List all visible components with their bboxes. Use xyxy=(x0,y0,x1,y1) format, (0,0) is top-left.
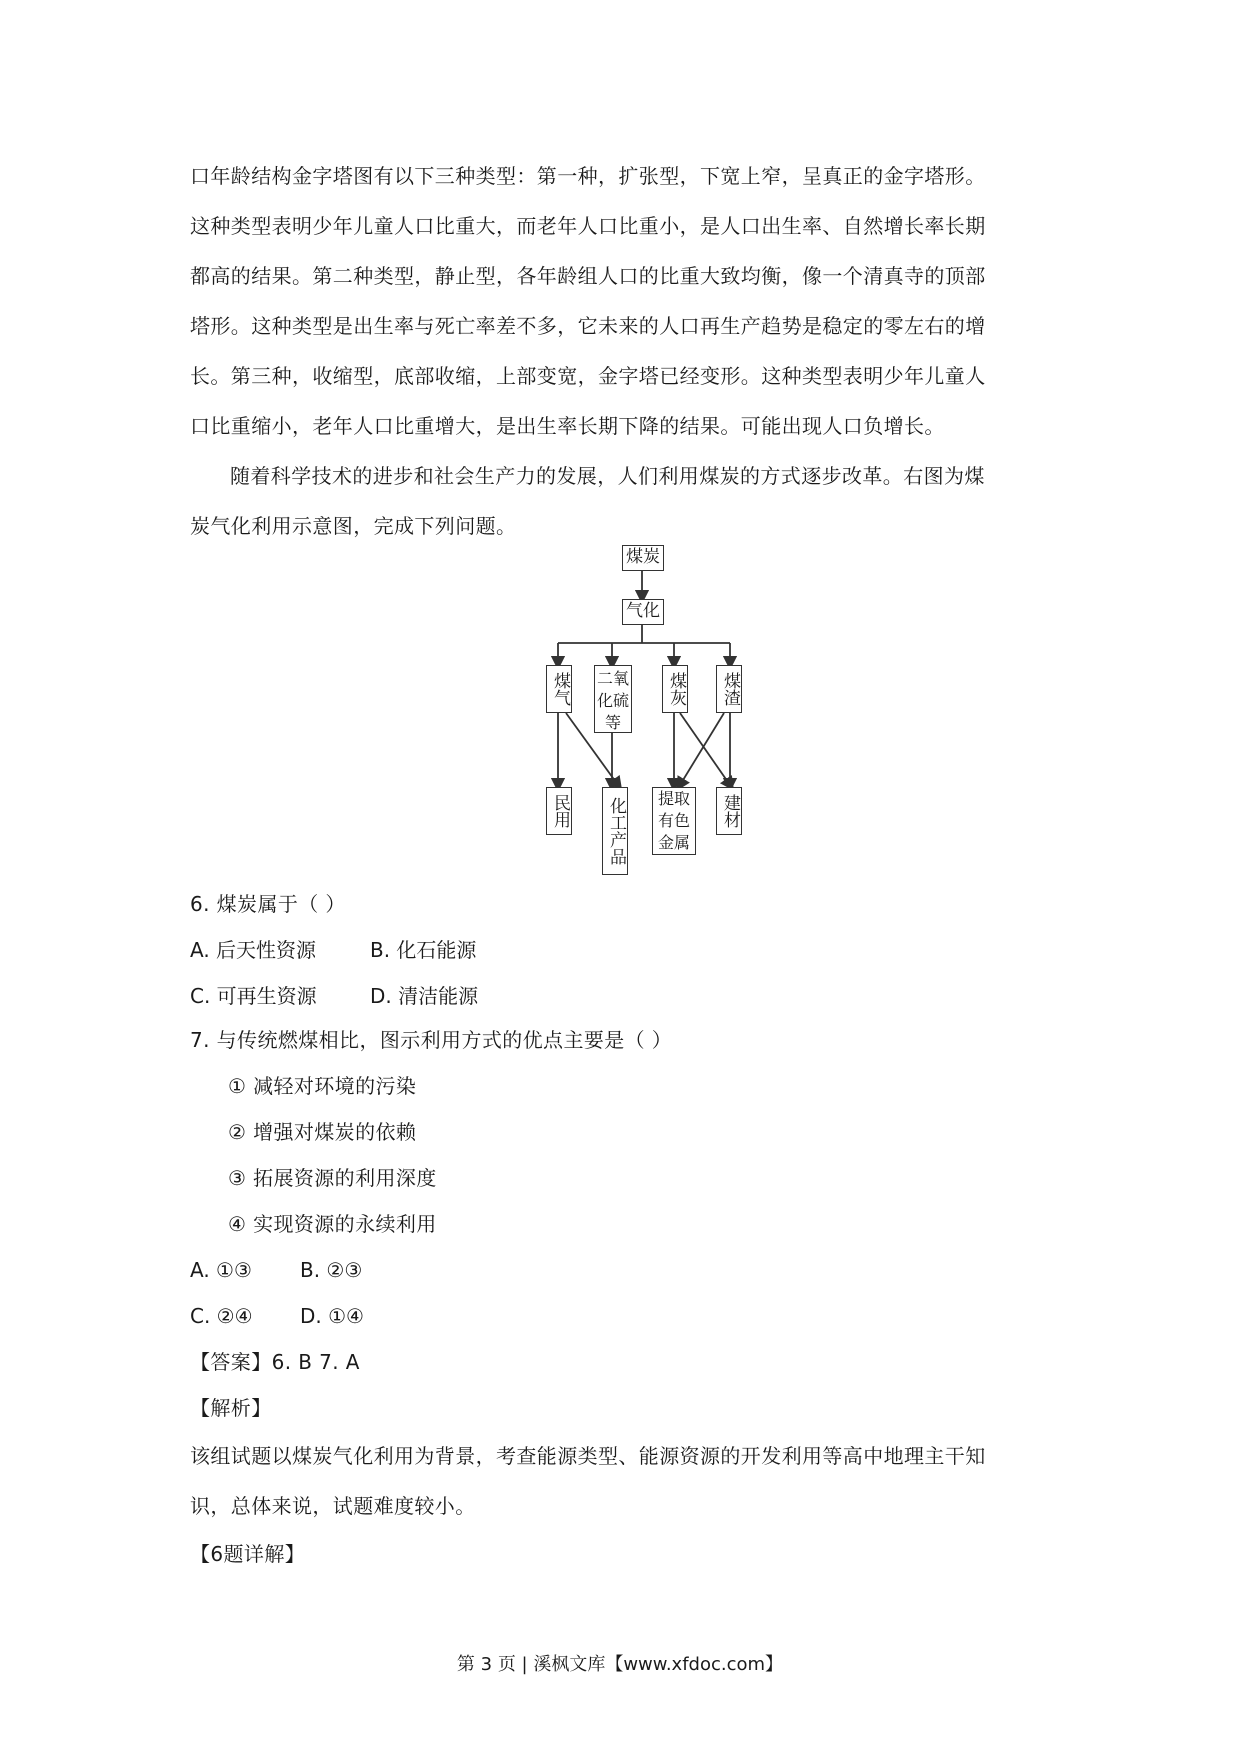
product-box-sulfur: 二氧 化硫 等 xyxy=(594,665,632,733)
q6-stem: 6. 煤炭属于（ ） xyxy=(190,892,346,916)
paragraph-line: 炭气化利用示意图，完成下列问题。 xyxy=(190,514,517,538)
use-box-metal: 提取 有色 金属 xyxy=(652,787,696,855)
detail-title: 【6题详解】 xyxy=(190,1542,306,1566)
gasification-box: 气化 xyxy=(622,599,664,625)
q7-item: ③ 拓展资源的利用深度 xyxy=(228,1166,437,1190)
analysis-line: 识，总体来说，试题难度较小。 xyxy=(190,1494,476,1518)
q6-option-d: D. 清洁能源 xyxy=(370,984,479,1008)
answer-line: 【答案】6. B 7. A xyxy=(190,1350,360,1374)
paragraph-line: 口年龄结构金字塔图有以下三种类型：第一种，扩张型，下宽上窄，呈真正的金字塔形。 xyxy=(190,164,986,188)
q6-option-c: C. 可再生资源 xyxy=(190,984,317,1008)
q7-option-d: D. ①④ xyxy=(300,1304,364,1328)
q7-option-c: C. ②④ xyxy=(190,1304,253,1328)
q7-item: ① 减轻对环境的污染 xyxy=(228,1074,417,1098)
q7-item: ④ 实现资源的永续利用 xyxy=(228,1212,437,1236)
analysis-line: 该组试题以煤炭气化利用为背景，考查能源类型、能源资源的开发利用等高中地理主干知 xyxy=(190,1444,986,1468)
paragraph-line: 口比重缩小，老年人口比重增大，是出生率长期下降的结果。可能出现人口负增长。 xyxy=(190,414,945,438)
analysis-title: 【解析】 xyxy=(190,1396,272,1420)
paragraph-line: 都高的结果。第二种类型，静止型，各年龄组人口的比重大致均衡，像一个清真寺的顶部 xyxy=(190,264,986,288)
q7-stem: 7. 与传统燃煤相比，图示利用方式的优点主要是（ ） xyxy=(190,1028,673,1052)
coal-box: 煤炭 xyxy=(622,545,664,571)
use-box-civil: 民用 xyxy=(546,787,572,835)
q7-option-b: B. ②③ xyxy=(300,1258,363,1282)
use-box-building: 建材 xyxy=(716,787,742,835)
paragraph-line: 长。第三种，收缩型，底部收缩，上部变宽，金字塔已经变形。这种类型表明少年儿童人 xyxy=(190,364,986,388)
paragraph-line: 塔形。这种类型是出生率与死亡率差不多，它未来的人口再生产趋势是稳定的零左右的增 xyxy=(190,314,986,338)
product-box-gas: 煤气 xyxy=(546,665,572,713)
paragraph-line: 这种类型表明少年儿童人口比重大，而老年人口比重小，是人口出生率、自然增长率长期 xyxy=(190,214,986,238)
coal-gasification-diagram xyxy=(540,545,740,865)
q6-option-b: B. 化石能源 xyxy=(370,938,477,962)
product-box-slag: 煤渣 xyxy=(716,665,742,713)
q7-item: ② 增强对煤炭的依赖 xyxy=(228,1120,417,1144)
use-box-chemical: 化工产品 xyxy=(602,787,628,875)
q6-option-a: A. 后天性资源 xyxy=(190,938,317,962)
product-box-ash: 煤灰 xyxy=(662,665,688,713)
page-footer: 第 3 页 | 溪枫文库【www.xfdoc.com】 xyxy=(456,1654,784,1675)
q7-option-a: A. ①③ xyxy=(190,1258,252,1282)
paragraph-line: 随着科学技术的进步和社会生产力的发展，人们利用煤炭的方式逐步改革。右图为煤 xyxy=(230,464,985,488)
